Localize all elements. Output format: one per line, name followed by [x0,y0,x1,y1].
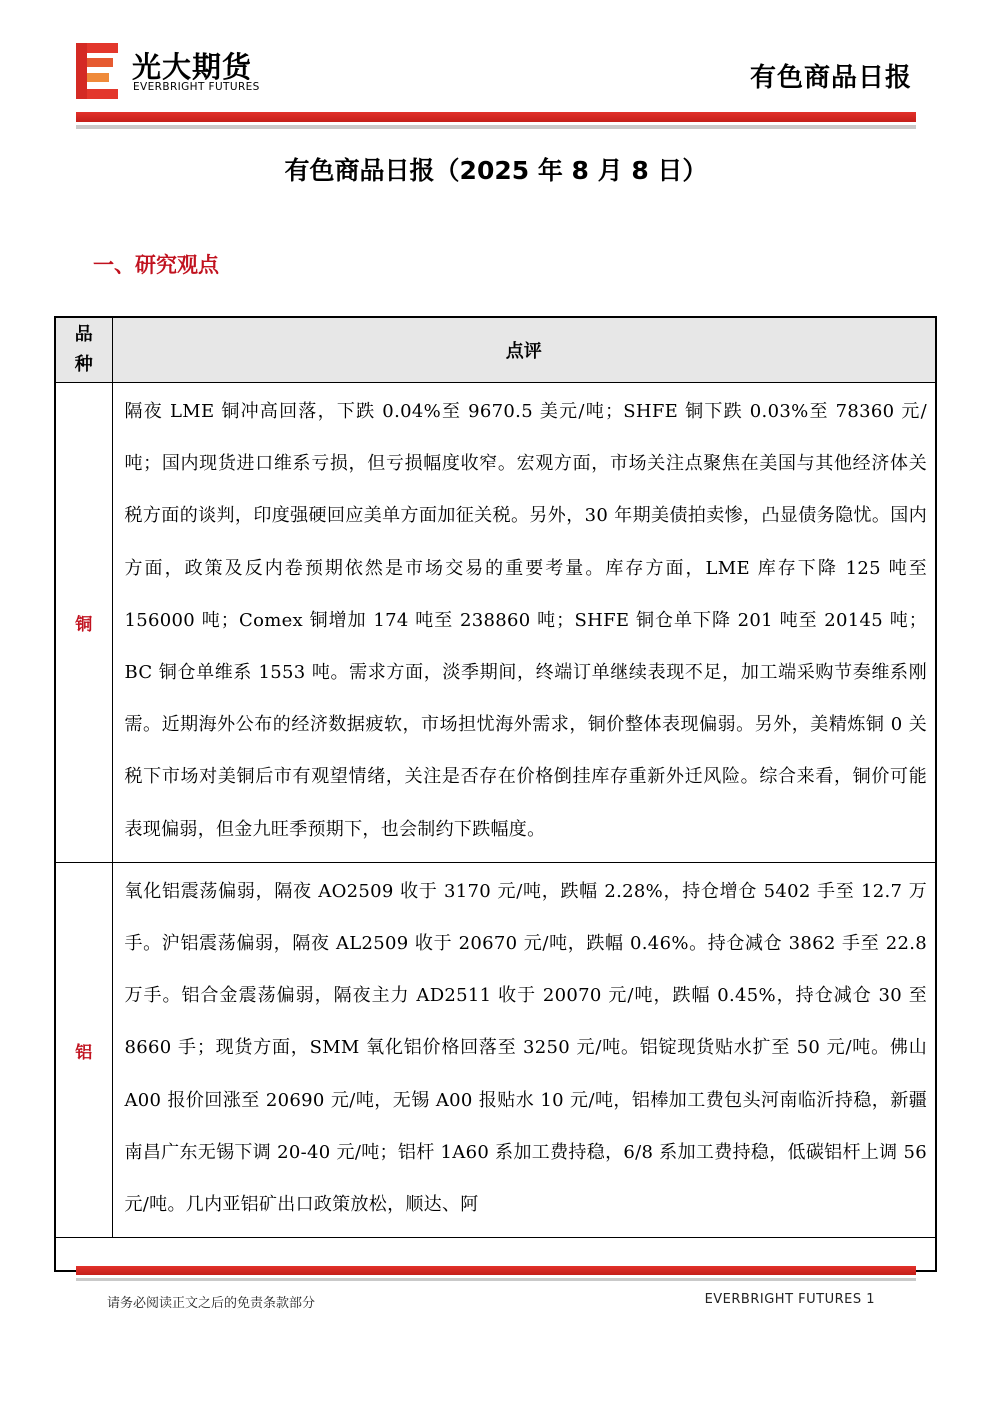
footer-brand-page: EVERBRIGHT FUTURES 1 [704,1292,875,1307]
company-logo [76,43,296,99]
everbright-logo-icon [76,43,118,99]
logo-chinese-name: 光大期货 [132,50,253,84]
category-aluminum: 铝 [56,862,112,1237]
footer-disclaimer: 请务必阅读正文之后的免责条款部分 [107,1296,316,1311]
table-row-aluminum [56,862,935,1237]
header-category: 品 种 [56,318,112,383]
comment-aluminum: 氧化铝震荡偏弱，隔夜 AO2509 收于 3170 元/吨，跌幅 2.28%，持仓增仓 5402 手至 12.7 万手。沪铝震荡偏弱，隔夜 AL2509 收于 20670 元/吨，跌幅 0.46%。持仓减仓 3862 手至 22.8 万手。铝合金震荡偏弱，隔夜主力 AD2511 收于 20070 元/吨，跌幅 0.45%，持仓减仓 30 至 8660 手；现货方面，SMM 氧化铝价格回落至 3250 元/吨。铝锭现货贴水扩至 50 元/吨。佛山 A00 报价回涨至 20690 元/吨，无锡 A00 报贴水 10 元/吨，铝棒加工费包头河南临沂持稳，新疆南昌广东无锡下调 20-40 元/吨；铝杆 1A60 系加工费持稳，6/8 系加工费持稳，低碳铝杆上调 56 元/吨。几内亚铝矿出口政策放松，顺达、阿 [124,880,927,1216]
category-copper: 铜 [56,383,112,863]
header-comment: 点评 [112,318,935,383]
document-title: 有色商品日报（2025 年 8 月 8 日） [284,156,708,185]
footer-divider [76,1266,916,1275]
report-name: 有色商品日报 [749,63,912,93]
research-table [54,316,937,1272]
comment-copper: 隔夜 LME 铜冲高回落，下跌 0.04%至 9670.5 美元/吨；SHFE 铜下跌 0.03%至 78360 元/吨；国内现货进口维系亏损，但亏损幅度收窄。宏观方面，市场关注点聚焦在美国与其他经济体关税方面的谈判，印度强硬回应美单方面加征关税。另外，30 年期美债拍卖惨，凸显债务隐忧。国内方面，政策及反内卷预期依然是市场交易的重要考量。库存方面，LME 库存下降 125 吨至 156000 吨；Comex 铜增加 174 吨至 238860 吨；SHFE 铜仓单下降 201 吨至 20145 吨；BC 铜仓单维系 1553 吨。需求方面，淡季期间，终端订单继续表现不足，加工端采购节奏维系刚需。近期海外公布的经济数据疲软，市场担忧海外需求，铜价整体表现偏弱。另外，美精炼铜 0 关税下市场对美铜后市有观望情绪，关注是否存在价格倒挂库存重新外迁风险。综合来看，铜价可能表现偏弱，但金九旺季预期下，也会制约下跌幅度。 [124,401,927,840]
section-heading: 一、研究观点 [93,253,219,277]
table-row-copper [56,383,935,863]
header-divider [76,112,916,122]
logo-english-name: EVERBRIGHT FUTURES [133,81,260,93]
table-header-row [56,318,935,383]
